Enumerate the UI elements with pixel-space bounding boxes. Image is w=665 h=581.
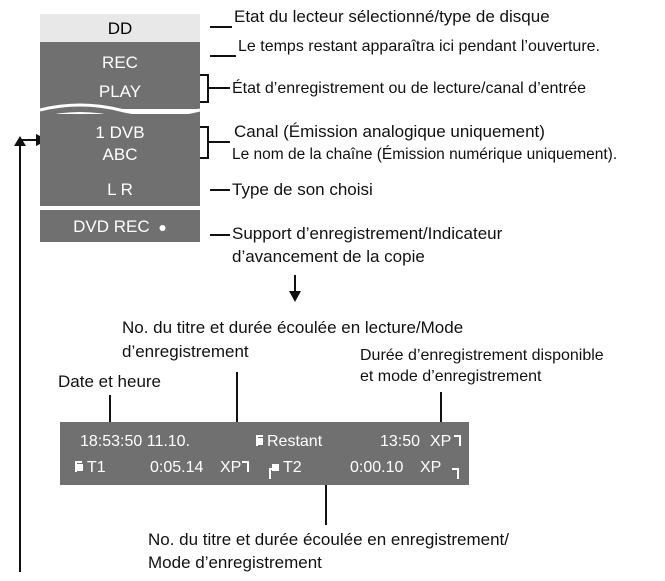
status-bar [60, 422, 469, 485]
bar-remaining [256, 433, 322, 451]
bar-t2 [272, 459, 302, 477]
label-drive-state: Etat du lecteur sélectionné/type de disque [234, 7, 550, 26]
t2-title: T2 [283, 459, 302, 476]
t2-mode: XP [420, 459, 442, 476]
remain-mode: XP [430, 433, 452, 450]
label-sound: Type de son choisi [232, 180, 373, 199]
t2-time: 0:00.10 [350, 459, 404, 476]
label-avail-2: et mode d’enregistrement [360, 368, 542, 385]
label-state: État d’enregistrement ou de lecture/canal d’entrée [232, 80, 586, 97]
sound-type: L R [107, 180, 133, 199]
channel-bracket [200, 127, 230, 158]
copy-progress-dot: ● [158, 219, 167, 235]
state-bracket [200, 75, 230, 102]
t1-square-icon [76, 464, 83, 471]
play-status: PLAY [98, 82, 142, 101]
label-play-title-1: No. du titre et durée écoulée en lecture/Mode [122, 318, 464, 337]
t1-title: T1 [87, 459, 106, 476]
t1-time: 0:05.14 [150, 459, 204, 476]
remain-square-icon [256, 438, 263, 445]
t2-square-icon [272, 464, 279, 471]
remain-time: 13:50 [380, 433, 421, 450]
label-play-title-2: d’enregistrement [122, 342, 249, 361]
channel-number: 1 DVB [95, 123, 145, 142]
remain-label: Restant [267, 433, 323, 450]
label-channel: Canal (Émission analogique uniquement) [234, 122, 545, 141]
label-media-2: d’avancement de la copie [232, 247, 425, 266]
rec-status: REC [102, 53, 138, 72]
dvd-rec-indicator [40, 217, 200, 237]
osd-panel-bottom [40, 114, 200, 206]
label-rec-title-2: Mode d’enregistrement [148, 553, 322, 572]
label-media-1: Support d’enregistrement/Indicateur [232, 224, 503, 243]
osd-panel-top [40, 14, 200, 109]
station-name: ABC [102, 145, 138, 164]
label-remaining: Le temps restant apparaîtra ici pendant l’ouverture. [238, 38, 600, 55]
bar-t1 [76, 459, 106, 477]
osd-media [40, 210, 200, 242]
t1-mode: XP [220, 459, 242, 476]
label-rec-title-1: No. du titre et durée écoulée en enregistrement/ [148, 530, 509, 549]
down-arrow-head [289, 291, 301, 302]
label-avail-1: Durée d’enregistrement disponible [360, 347, 604, 364]
label-datetime: Date et heure [58, 372, 162, 391]
bar-datetime: 18:53:50 11.10. [80, 433, 191, 450]
disc-type: DD [107, 19, 133, 38]
dvd-rec-label: DVD REC [73, 217, 150, 236]
label-channel-name: Le nom de la chaîne (Émission numérique uniquement). [232, 146, 618, 163]
